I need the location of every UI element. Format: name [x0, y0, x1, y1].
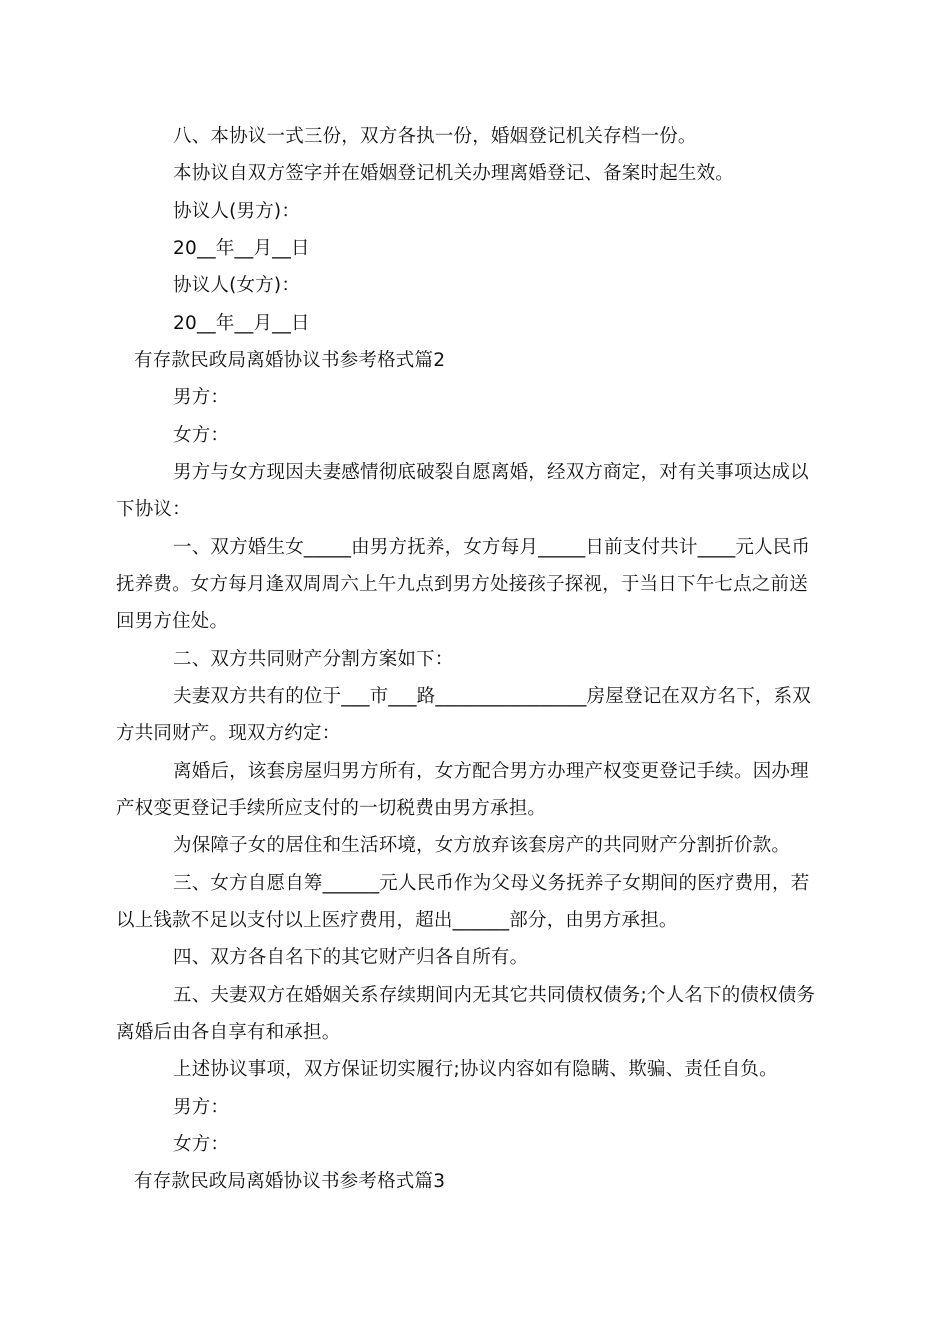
waiver-clause: 为保障子女的居住和生活环境，女方放弃该套房产的共同财产分割折价款。 — [173, 835, 791, 856]
effective-clause: 本协议自双方签字并在婚姻登记机关办理离婚登记、备案时起生效。 — [173, 163, 735, 184]
signatory-male-label: 协议人(男方)： — [173, 201, 301, 222]
date-line-female: 20__年__月__日 — [173, 313, 310, 334]
preamble-line-2: 下协议： — [116, 499, 191, 520]
section-heading-2: 有存款民政局离婚协议书参考格式篇2 — [134, 350, 446, 371]
property-arrangement-2: 产权变更登记手续所应支付的一切税费由男方承担。 — [116, 798, 547, 819]
clause-5-line-2: 离婚后由各自享有和承担。 — [116, 1022, 341, 1043]
clause-1-line-3: 回男方住处。 — [116, 611, 229, 632]
clause-1-line-2: 抚养费。女方每月逢双周周六上午九点到男方处接孩子探视，于当日下午七点之前送 — [116, 574, 808, 595]
clause-5-line-1: 五、夫妻双方在婚姻关系存续期间内无其它共同债权债务;个人名下的债权债务 — [173, 985, 816, 1006]
signatory-female-label: 协议人(女方)： — [173, 275, 301, 296]
clause-4: 四、双方各自名下的其它财产归各自所有。 — [173, 947, 529, 968]
male-party-label: 男方： — [173, 387, 230, 408]
preamble-line-1: 男方与女方现因夫妻感情彻底破裂自愿离婚，经双方商定，对有关事项达成以 — [173, 462, 809, 483]
section-heading-3: 有存款民政局离婚协议书参考格式篇3 — [134, 1171, 446, 1192]
property-line-1: 夫妻双方共有的位于___市___路________________房屋登记在双方名下，系双 — [173, 686, 812, 707]
date-line-male: 20__年__月__日 — [173, 238, 310, 259]
clause-1-line-1: 一、双方婚生女_____由男方抚养，女方每月_____日前支付共计____元人民币 — [173, 537, 811, 558]
clause-2-heading: 二、双方共同财产分割方案如下： — [173, 649, 454, 670]
guarantee-clause: 上述协议事项，双方保证切实履行;协议内容如有隐瞒、欺骗、责任自负。 — [173, 1059, 778, 1080]
female-party-label: 女方： — [173, 425, 230, 446]
female-signature-label: 女方： — [173, 1134, 230, 1155]
property-line-2: 方共同财产。现双方约定： — [116, 723, 341, 744]
male-signature-label: 男方： — [173, 1097, 230, 1118]
clause-3-line-2: 以上钱款不足以支付以上医疗费用，超出______部分，由男方承担。 — [116, 910, 678, 931]
clause-8: 八、本协议一式三份，双方各执一份，婚姻登记机关存档一份。 — [173, 126, 697, 147]
clause-3-line-1: 三、女方自愿自筹______元人民币作为父母义务抚养子女期间的医疗费用，若 — [173, 873, 810, 894]
property-arrangement-1: 离婚后，该套房屋归男方所有，女方配合男方办理产权变更登记手续。因办理 — [173, 761, 809, 782]
